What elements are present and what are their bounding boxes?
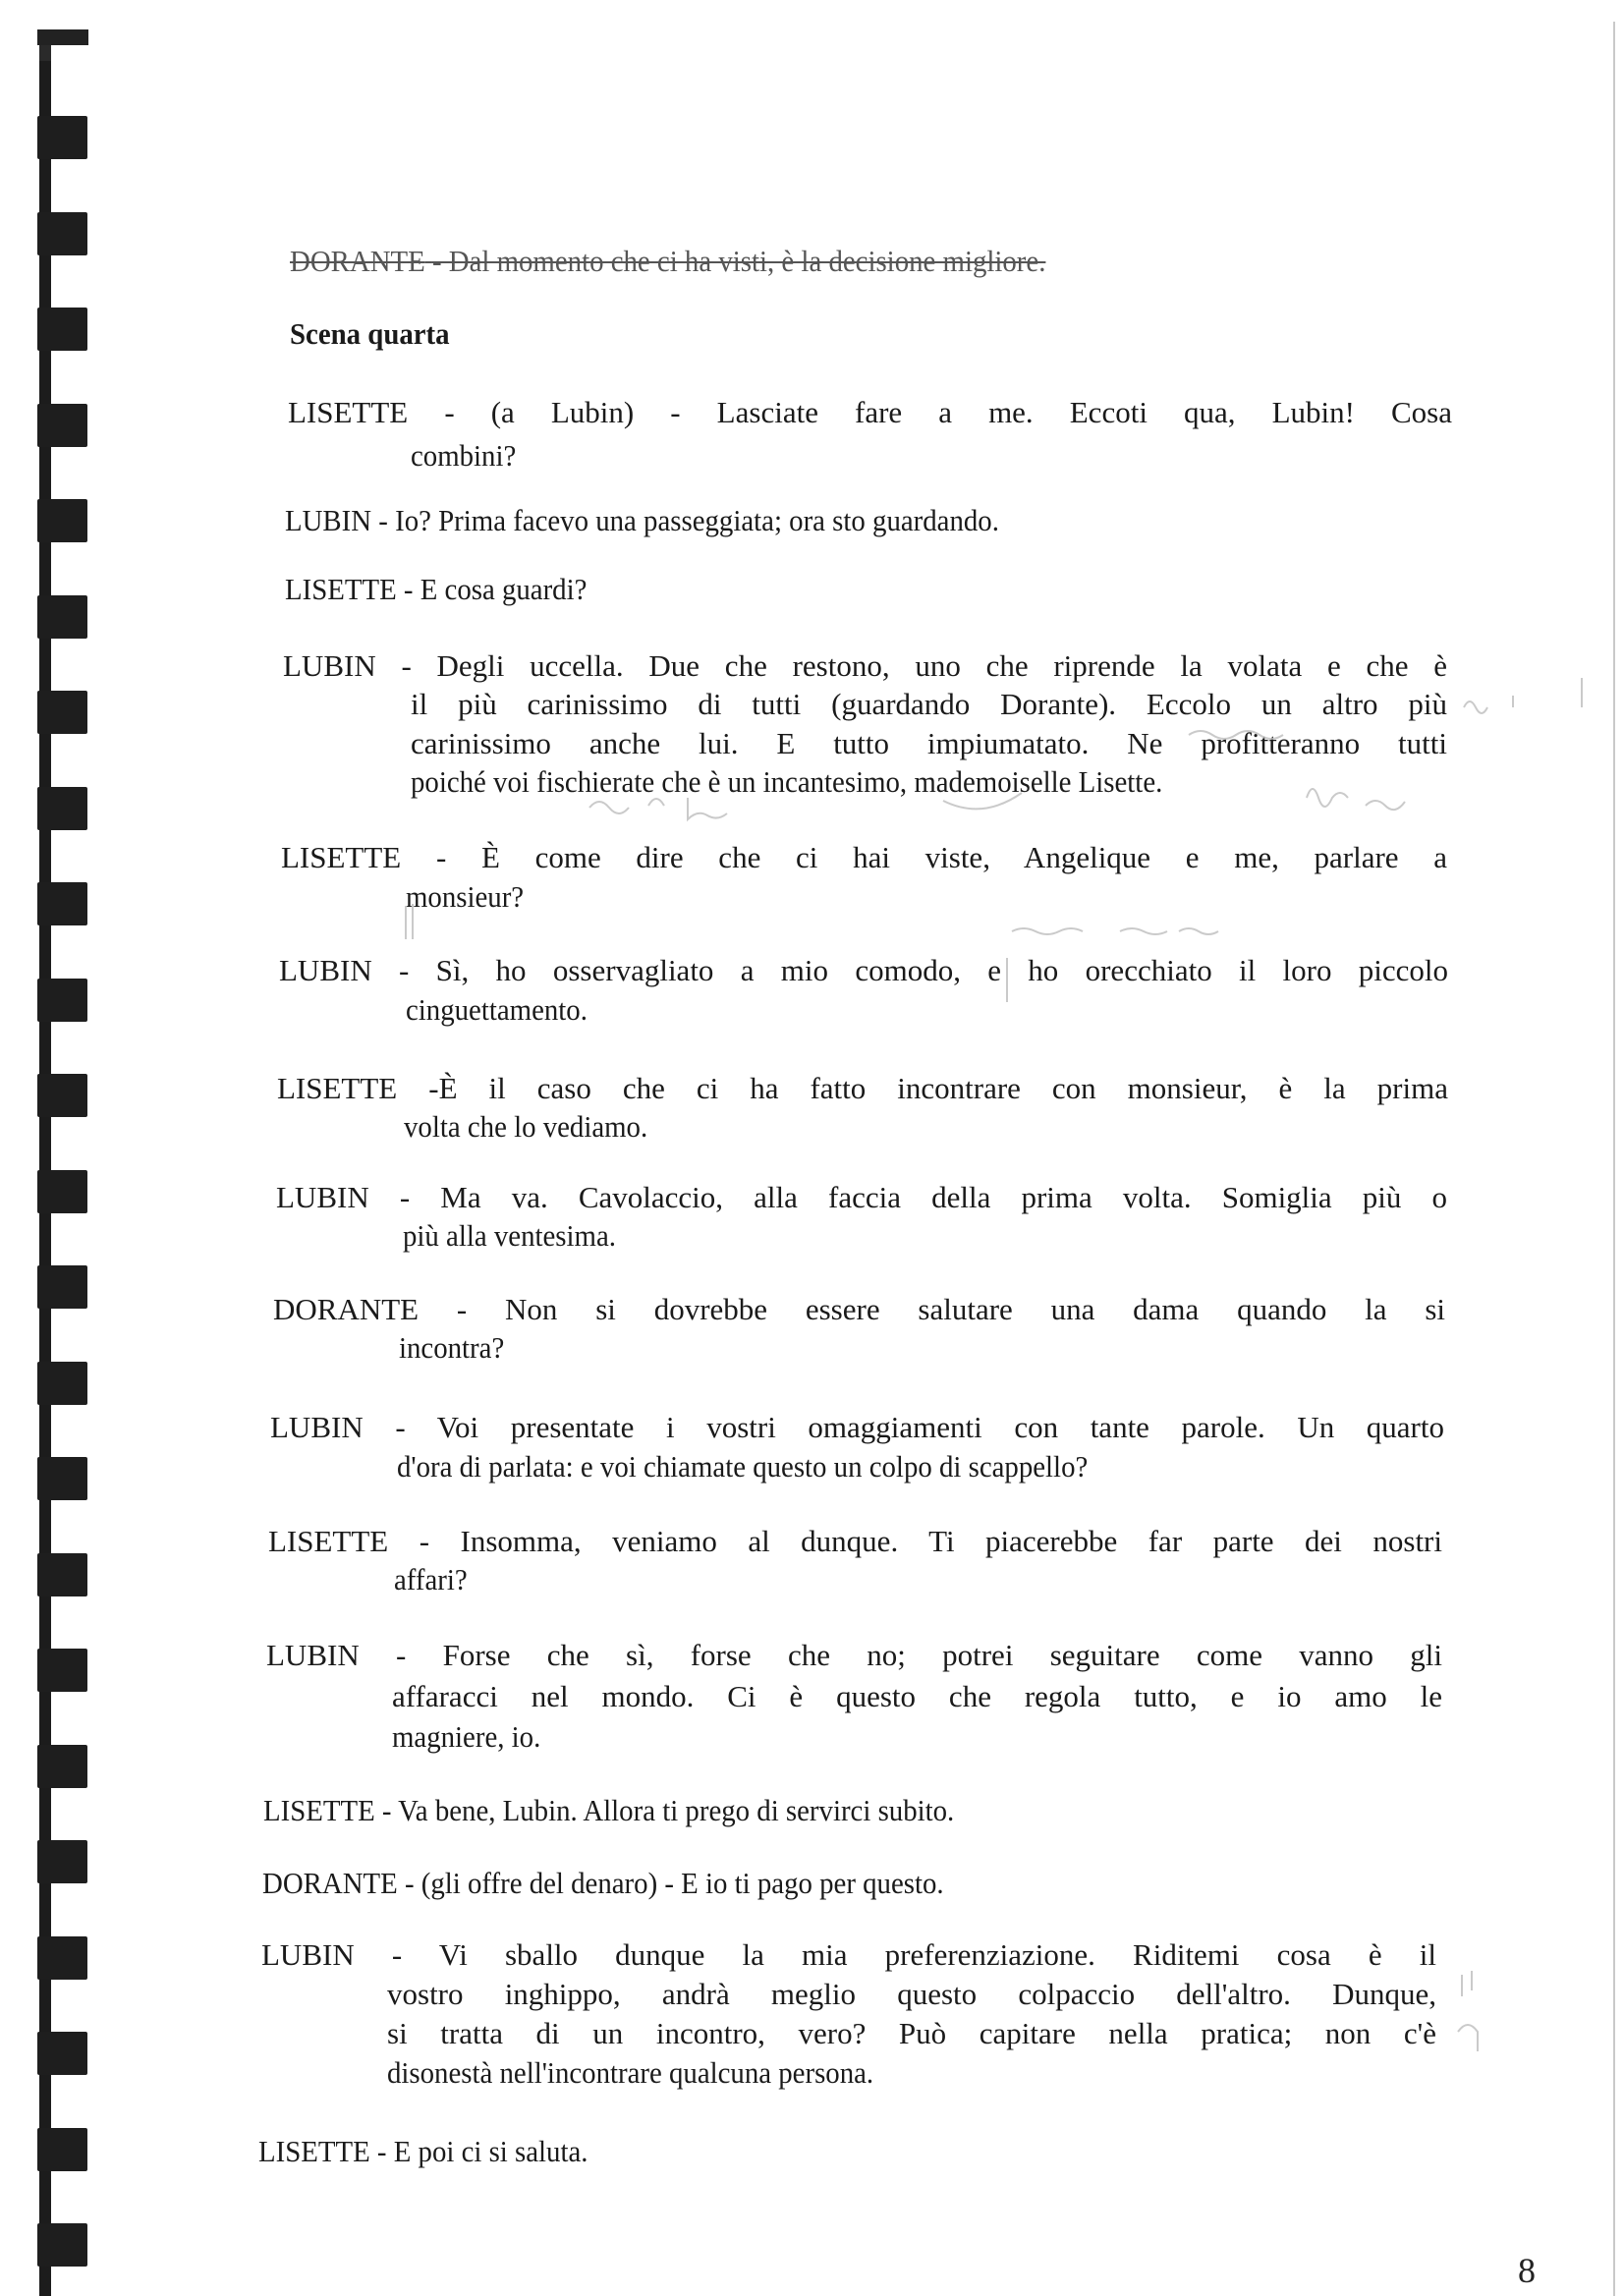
dialogue-line bbox=[263, 1791, 954, 1830]
dialogue-text: - (a Lubin) - Lasciate fare a me. Eccoti qua, Lubin! Cosa bbox=[444, 395, 1453, 429]
dialogue-continuation: si tratta di un incontro, vero? Può capitare nella pratica; non c'è bbox=[387, 2016, 1436, 2050]
dialogue-continuation: il più carinissimo di tutti (guardando Dorante). Eccolo un altro più bbox=[411, 687, 1447, 721]
dialogue-line bbox=[277, 1069, 1448, 1108]
dialogue-line bbox=[266, 1636, 1442, 1675]
dialogue-continuation: volta che lo vediamo. bbox=[404, 1109, 648, 1144]
dialogue-continuation: magniere, io. bbox=[392, 1719, 541, 1754]
dialogue-line bbox=[283, 646, 1447, 686]
dialogue-continuation: incontra? bbox=[399, 1330, 505, 1365]
pencil-scribble bbox=[1464, 678, 1582, 713]
dialogue-text: - Va bene, Lubin. Allora ti prego di servirci subito. bbox=[381, 1793, 955, 1827]
dialogue-line bbox=[281, 838, 1447, 877]
speaker-name: LUBIN bbox=[261, 1937, 355, 1972]
speaker-name: LISETTE bbox=[277, 1071, 398, 1105]
dialogue-continuation: affaracci nel mondo. Ci è questo che regola tutto, e io amo le bbox=[392, 1679, 1442, 1713]
speaker-name: LUBIN bbox=[283, 648, 376, 683]
speaker-name: DORANTE bbox=[273, 1292, 420, 1326]
dialogue-line bbox=[262, 1864, 944, 1903]
dialogue-continuation: carinissimo anche lui. E tutto impiumatato. Ne profitteranno tutti bbox=[411, 726, 1447, 760]
speaker-name: LISETTE bbox=[288, 395, 409, 429]
speaker-name: LISETTE bbox=[268, 1524, 389, 1558]
dialogue-text: - Non si dovrebbe essere salutare una dama quando la si bbox=[456, 1292, 1445, 1326]
dialogue-continuation: monsieur? bbox=[406, 879, 525, 914]
dialogue-line bbox=[261, 1935, 1436, 1975]
dialogue-continuation: disonestà nell'incontrare qualcuna persona. bbox=[387, 2055, 874, 2090]
dialogue-text: - Io? Prima facevo una passeggiata; ora sto guardando. bbox=[378, 503, 999, 537]
dialogue-continuation: vostro inghippo, andrà meglio questo colpaccio dell'altro. Dunque, bbox=[387, 1977, 1436, 2011]
speaker-name: DORANTE bbox=[290, 244, 425, 278]
speaker-name: LUBIN bbox=[285, 503, 372, 537]
dialogue-line bbox=[276, 1178, 1447, 1217]
dialogue-text: - E poi ci si saluta. bbox=[376, 2134, 588, 2168]
dialogue-text: - Dal momento che ci ha visti, è la decisione migliore. bbox=[431, 244, 1046, 278]
dialogue-text: - Degli uccella. Due che restono, uno che riprende la volata e che è bbox=[401, 648, 1447, 683]
dialogue-text: - Voi presentate i vostri omaggiamenti con tante parole. Un quarto bbox=[395, 1410, 1444, 1444]
dialogue-text: - Sì, ho osservagliato a mio comodo, e ho orecchiato il loro piccolo bbox=[399, 953, 1449, 987]
pencil-scribble bbox=[1458, 1971, 1478, 2051]
dialogue-line bbox=[258, 2132, 588, 2171]
speaker-name: DORANTE bbox=[262, 1866, 398, 1900]
speaker-name: LISETTE bbox=[285, 572, 397, 606]
dialogue-continuation: più alla ventesima. bbox=[403, 1218, 616, 1253]
dialogue-text: - È come dire che ci hai viste, Angelique e me, parlare a bbox=[435, 840, 1448, 874]
pencil-scribble bbox=[1012, 928, 1218, 934]
dialogue-text: - (gli offre del denaro) - E io ti pago per questo. bbox=[404, 1866, 944, 1900]
dialogue-continuation: affari? bbox=[394, 1562, 468, 1596]
dialogue-continuation: cinguettamento. bbox=[406, 992, 588, 1027]
dialogue-continuation: d'ora di parlata: e voi chiamate questo un colpo di scappello? bbox=[397, 1449, 1089, 1484]
speaker-name: LISETTE bbox=[258, 2134, 370, 2168]
dialogue-line bbox=[270, 1408, 1444, 1447]
dialogue-text: - Insomma, veniamo al dunque. Ti piacerebbe far parte dei nostri bbox=[419, 1524, 1442, 1558]
struck-line bbox=[290, 242, 1045, 281]
scene-title: Scena quarta bbox=[290, 316, 450, 351]
speaker-name: LUBIN bbox=[270, 1410, 364, 1444]
pencil-scribble bbox=[1307, 789, 1405, 810]
dialogue-text: -È il caso che ci ha fatto incontrare con monsieur, è la prima bbox=[428, 1071, 1448, 1105]
speaker-name: LISETTE bbox=[263, 1793, 375, 1827]
dialogue-text: - Forse che sì, forse che no; potrei seguitare come vanno gli bbox=[396, 1638, 1443, 1672]
dialogue-continuation: poiché voi fischierate che è un incantesimo, mademoiselle Lisette. bbox=[411, 764, 1163, 799]
dialogue-text: - E cosa guardi? bbox=[403, 572, 588, 606]
dialogue-text: - Vi sballo dunque la mia preferenziazione. Riditemi cosa è il bbox=[391, 1937, 1436, 1972]
dialogue-line bbox=[273, 1290, 1445, 1329]
speaker-name: LUBIN bbox=[266, 1638, 360, 1672]
dialogue-line bbox=[285, 501, 999, 540]
dialogue-continuation: combini? bbox=[411, 438, 517, 473]
speaker-name: LUBIN bbox=[276, 1180, 369, 1214]
dialogue-line bbox=[285, 570, 587, 609]
dialogue-line bbox=[279, 951, 1448, 990]
speaker-name: LUBIN bbox=[279, 953, 372, 987]
dialogue-text: - Ma va. Cavolaccio, alla faccia della prima volta. Somiglia più o bbox=[399, 1180, 1448, 1214]
speaker-name: LISETTE bbox=[281, 840, 402, 874]
dialogue-line bbox=[268, 1522, 1442, 1561]
dialogue-line bbox=[288, 393, 1452, 432]
page-number: 8 bbox=[1518, 2251, 1536, 2290]
